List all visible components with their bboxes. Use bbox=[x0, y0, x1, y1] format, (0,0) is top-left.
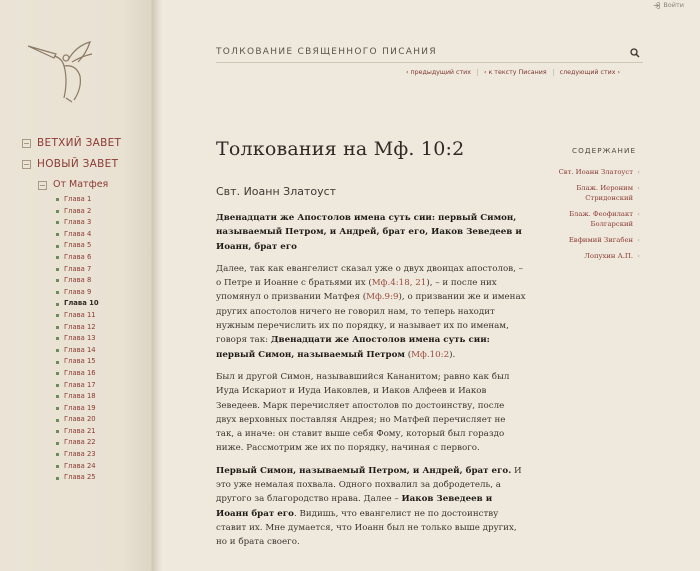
chapter-label[interactable]: Глава 19 bbox=[64, 403, 96, 412]
book-spine bbox=[152, 0, 164, 571]
quoted-verse: Иаков Зеведеев и Иоанн брат его bbox=[216, 494, 493, 519]
scripture-ref-link[interactable]: Мф.4:18, 21 bbox=[371, 278, 427, 289]
header-divider bbox=[216, 62, 643, 63]
new-testament-label[interactable]: НОВЫЙ ЗАВЕТ bbox=[37, 158, 119, 170]
expand-icon[interactable] bbox=[22, 139, 31, 148]
next-verse-link[interactable]: следующий стих › bbox=[553, 69, 626, 76]
chapter-item[interactable] bbox=[56, 298, 150, 310]
commentary-text bbox=[216, 211, 526, 558]
chapter-label[interactable]: Глава 11 bbox=[64, 310, 96, 319]
bullet-icon bbox=[56, 291, 59, 294]
collapse-icon[interactable] bbox=[38, 181, 47, 190]
scripture-ref-link[interactable]: Мф.9:9 bbox=[366, 292, 399, 303]
chapter-label[interactable]: Глава 15 bbox=[64, 357, 96, 366]
bullet-icon bbox=[56, 384, 59, 387]
chapter-item[interactable] bbox=[56, 275, 150, 287]
chapter-label[interactable]: Глава 22 bbox=[64, 438, 96, 447]
chapter-item[interactable] bbox=[56, 449, 150, 461]
bullet-icon bbox=[56, 303, 59, 306]
chapter-label[interactable]: Глава 23 bbox=[64, 450, 96, 459]
chapter-item[interactable] bbox=[56, 252, 150, 264]
text: ( bbox=[404, 349, 412, 360]
quoted-verse: Двенадцати же Апостолов имена суть сии: первый Симон, называемый Петром bbox=[216, 335, 490, 360]
bible-tree bbox=[22, 136, 150, 484]
toc-list bbox=[540, 167, 640, 267]
book-label[interactable]: От Матфея bbox=[53, 178, 109, 190]
chapter-item[interactable] bbox=[56, 206, 150, 218]
bullet-icon bbox=[56, 361, 59, 364]
chapter-label[interactable]: Глава 2 bbox=[64, 206, 92, 215]
commentary-author: Свт. Иоанн Златоуст bbox=[216, 185, 337, 198]
text: ), – и после них упомянул о призвании Матфея ( bbox=[216, 278, 497, 303]
toc-title: СОДЕРЖАНИЕ bbox=[572, 146, 637, 155]
tree-item-matthew[interactable] bbox=[38, 178, 150, 190]
chapter-item[interactable] bbox=[56, 426, 150, 438]
text: И это уже немалая похвала. Одного похвалил за добродетель, а другого за благородство нрава. Далее – bbox=[216, 465, 522, 505]
toc-item[interactable]: Евфимий Зигабен ‹ bbox=[540, 235, 640, 245]
paragraph-2 bbox=[216, 262, 526, 362]
chapter-label[interactable]: Глава 4 bbox=[64, 229, 92, 238]
bullet-icon bbox=[56, 256, 59, 259]
chapter-label[interactable]: Глава 3 bbox=[64, 218, 92, 227]
chapter-item[interactable] bbox=[56, 461, 150, 473]
chapter-label[interactable]: Глава 6 bbox=[64, 252, 92, 261]
chapter-label[interactable]: Глава 1 bbox=[64, 195, 92, 203]
sidebar bbox=[0, 0, 152, 571]
chapter-label[interactable]: Глава 9 bbox=[64, 287, 92, 296]
bullet-icon bbox=[56, 349, 59, 352]
bullet-icon bbox=[56, 245, 59, 248]
chapter-item[interactable] bbox=[56, 437, 150, 449]
toc-item[interactable]: Блаж. Иероним Стридонский ‹ bbox=[540, 183, 640, 203]
to-scripture-link[interactable]: ‹ к тексту Писания bbox=[477, 69, 553, 76]
chapter-label[interactable]: Глава 5 bbox=[64, 241, 92, 250]
bullet-icon bbox=[56, 372, 59, 375]
verse-navigation bbox=[400, 69, 626, 76]
bullet-icon bbox=[56, 419, 59, 422]
chapter-label[interactable]: Глава 12 bbox=[64, 322, 96, 331]
chapter-label[interactable]: Глава 7 bbox=[64, 264, 92, 273]
chapter-item[interactable] bbox=[56, 414, 150, 426]
bullet-icon bbox=[56, 477, 59, 480]
chapter-item[interactable] bbox=[56, 287, 150, 299]
verse-text: Двенадцати же Апостолов имена суть сии: первый Симон, называемый Петром, и Андрей, брат его, Иаков Зеведеев и Иоанн, брат его bbox=[216, 213, 522, 252]
toc-item[interactable]: Свт. Иоанн Златоуст ‹ bbox=[540, 167, 640, 177]
toc-item[interactable]: Блаж. Феофилакт Болгарский ‹ bbox=[540, 209, 640, 229]
chapter-label[interactable]: Глава 20 bbox=[64, 415, 96, 424]
bullet-icon bbox=[56, 279, 59, 282]
chapter-label[interactable]: Глава 25 bbox=[64, 473, 96, 482]
chapter-item[interactable] bbox=[56, 240, 150, 252]
bullet-icon bbox=[56, 198, 59, 201]
chapter-item[interactable] bbox=[56, 264, 150, 276]
prev-verse-link[interactable]: ‹ предыдущий стих bbox=[406, 69, 471, 76]
tree-item-new-testament[interactable] bbox=[22, 157, 150, 172]
chapter-label[interactable]: Глава 18 bbox=[64, 392, 96, 401]
text: ), о призвании же и именах других апостолов ничего не говорил нам, то теперь находит нужным перечислить их по порядку, и называет их по именам, говоря так: bbox=[216, 292, 526, 346]
bullet-icon bbox=[56, 337, 59, 340]
bullet-icon bbox=[56, 430, 59, 433]
bullet-icon bbox=[56, 326, 59, 329]
chapter-list bbox=[56, 194, 150, 484]
site-title[interactable]: ТОЛКОВАНИЕ СВЯЩЕННОГО ПИСАНИЯ bbox=[216, 47, 437, 57]
chapter-item[interactable] bbox=[56, 380, 150, 392]
old-testament-label[interactable]: ВЕТХИЙ ЗАВЕТ bbox=[37, 137, 122, 149]
paragraph-3: Был и другой Симон, называвшийся Кананитом; равно как был Иуда Искариот и Иуда Иаковлев, и Иаков Алфеев и Иаков Зеведеев. Марк перечисляет апостолов по достоинству, после двух верховных поставляя Андрея; но Матфей перечисляет не так, а иначе: он ставит выше себя Фому, который был гораздо ниже. Рассмотрим же их по порядку, начиная с первого. bbox=[216, 371, 510, 454]
login-link[interactable] bbox=[653, 1, 684, 9]
bullet-icon bbox=[56, 453, 59, 456]
chapter-item[interactable] bbox=[56, 194, 150, 206]
verse-paragraph bbox=[216, 211, 526, 254]
search-icon[interactable] bbox=[630, 48, 640, 58]
chapter-item[interactable] bbox=[56, 229, 150, 241]
chapter-item[interactable] bbox=[56, 356, 150, 368]
bullet-icon bbox=[56, 407, 59, 410]
chapter-item[interactable] bbox=[56, 345, 150, 357]
bullet-icon bbox=[56, 465, 59, 468]
bullet-icon bbox=[56, 395, 59, 398]
chapter-label[interactable]: Глава 13 bbox=[64, 334, 96, 343]
scripture-ref-link[interactable]: Мф.10:2 bbox=[411, 349, 450, 360]
text: . Видишь, что евангелист не по достоинству ставит их. Мне думается, что Иоанн был не только выше других, но и брата своего. bbox=[216, 508, 517, 548]
collapse-icon[interactable] bbox=[22, 160, 31, 169]
chapter-item[interactable] bbox=[56, 310, 150, 322]
bullet-icon bbox=[56, 233, 59, 236]
paragraph-4 bbox=[216, 464, 526, 550]
chapter-label[interactable]: Глава 17 bbox=[64, 380, 96, 389]
page-title: Толкования на Мф. 10:2 bbox=[216, 138, 465, 160]
text: ). bbox=[449, 349, 456, 360]
login-label[interactable]: Войти bbox=[663, 1, 684, 9]
text: Далее, так как евангелист сказал уже о двух двоицах апостолов, – о Петре и Иоанне с братьями их ( bbox=[216, 263, 523, 289]
chapter-label[interactable]: Глава 24 bbox=[64, 461, 96, 470]
chapter-label[interactable]: Глава 21 bbox=[64, 426, 96, 435]
bullet-icon bbox=[56, 314, 59, 317]
tree-item-old-testament[interactable] bbox=[22, 136, 150, 151]
login-icon bbox=[653, 2, 660, 9]
toc-item[interactable]: Лопухин А.П. ‹ bbox=[540, 251, 640, 261]
chapter-item[interactable] bbox=[56, 217, 150, 229]
chapter-item[interactable] bbox=[56, 472, 150, 484]
chapter-label[interactable]: Глава 8 bbox=[64, 276, 92, 285]
bullet-icon bbox=[56, 268, 59, 271]
bullet-icon bbox=[56, 221, 59, 224]
quoted-verse: Первый Симон, называемый Петром, и Андрей, брат его. bbox=[216, 465, 512, 476]
chapter-label[interactable]: Глава 16 bbox=[64, 368, 96, 377]
chapter-label[interactable]: Глава 10 bbox=[64, 299, 99, 308]
chapter-item[interactable] bbox=[56, 333, 150, 345]
chapter-item[interactable] bbox=[56, 322, 150, 334]
chapter-item[interactable] bbox=[56, 391, 150, 403]
chapter-label[interactable]: Глава 14 bbox=[64, 345, 96, 354]
bullet-icon bbox=[56, 442, 59, 445]
bullet-icon bbox=[56, 210, 59, 213]
chapter-item[interactable] bbox=[56, 368, 150, 380]
angel-trumpet-logo-icon[interactable] bbox=[24, 36, 96, 106]
chapter-item[interactable] bbox=[56, 403, 150, 415]
